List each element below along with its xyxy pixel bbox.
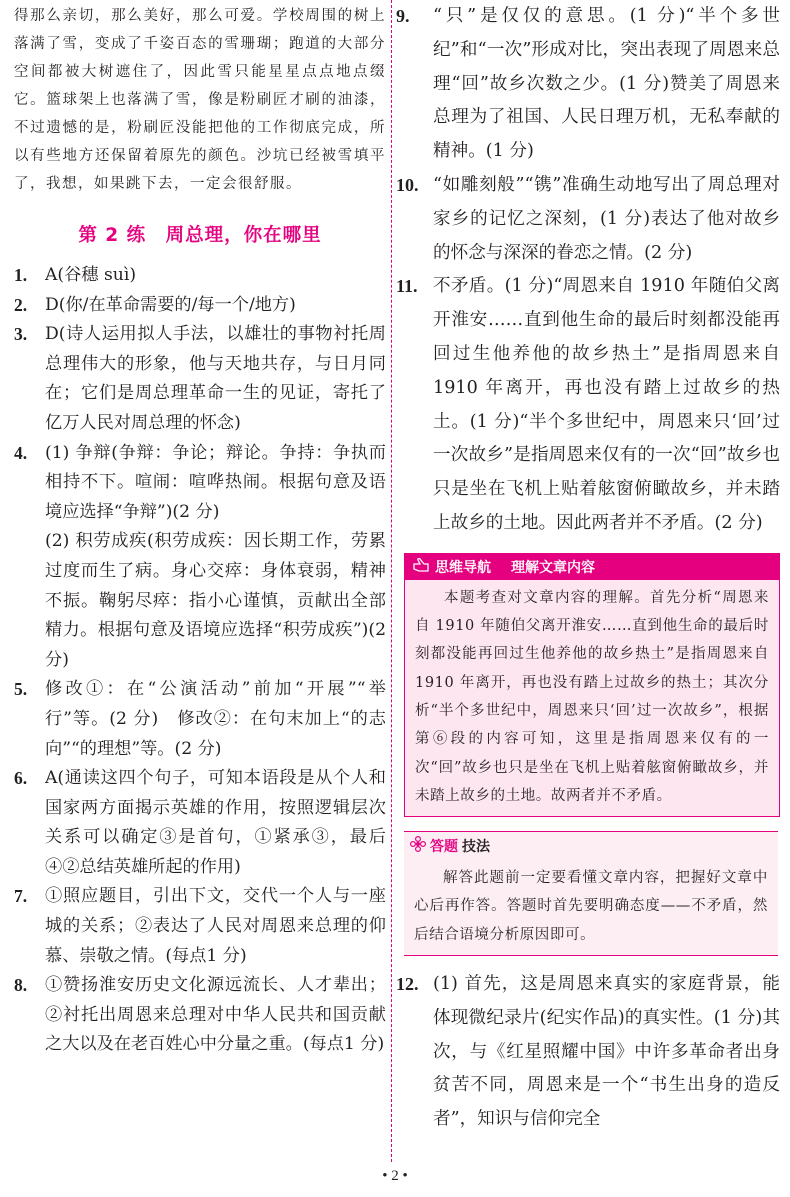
answer-tips-box <box>404 831 778 956</box>
item-number: 11. <box>396 276 418 297</box>
item-number: 3. <box>14 324 28 345</box>
answer-tips-title-accent: 答题 <box>430 839 458 856</box>
item-text: 不矛盾。(1 分)“周恩来自 1910 年随伯父离开淮安……直到他生命的最后时刻都没能再回过生他养他的故乡热土”是指周恩来自 1910 年离开，再也没有踏上过故乡的热土。(1 分)“半个多世纪中，周恩来只‘回’过一次故乡”是指周恩来仅有的一次“回”故乡也只是坐在飞机上贴着舷窗俯瞰故乡，并未踏上故乡的土地。因此两者并不矛盾。(2 分) <box>433 276 780 533</box>
answer-item-4 <box>14 439 386 676</box>
thinking-guide-header <box>405 554 779 580</box>
flower-icon <box>410 836 426 856</box>
answer-item-8 <box>14 971 386 1060</box>
answer-item-1 <box>14 261 386 291</box>
item-number: 6. <box>14 768 28 789</box>
item-number: 7. <box>14 886 28 907</box>
item-number: 9. <box>396 6 410 26</box>
item-text-part-2: (2) 积劳成疾(积劳成疾：因长期工作，劳累过度而生了病。身心交瘁：身体衰弱，精神不振。鞠躬尽瘁：指小心谨慎，贡献出全部精力。根据句意及语境应选择“积劳成疾”)(2 分) <box>45 531 386 670</box>
item-number: 10. <box>396 174 419 195</box>
item-text: D(你/在革命需要的/每一个/地方) <box>45 294 296 315</box>
item-text: ①照应题目，引出下文，交代一个人与一座城的关系；②表达了人民对周恩来总理的仰慕、崇敬之情。(每点1 分) <box>45 886 386 966</box>
left-answer-list <box>14 261 386 1060</box>
answer-tips-title: 技法 <box>462 839 490 856</box>
pointing-hand-icon <box>413 558 429 576</box>
answer-item-3 <box>14 320 386 438</box>
answer-item-7 <box>14 882 386 971</box>
section-title: 第 2 练 周总理，你在哪里 <box>78 225 322 246</box>
answer-item-9 <box>396 0 780 169</box>
item-text: 修改①：在“公演活动”前加“开展”“举行”等。(2 分) 修改②：在句末加上“的志向”“的理想”等。(2 分) <box>45 679 386 759</box>
passage-text: 得那么亲切，那么美好，那么可爱。学校周围的树上落满了雪，变成了千姿百态的雪珊瑚；跑道的大部分空间都被大树遮住了，因此雪只能星星点点地点缀它。篮球架上也落满了雪，像是粉刷匠才刷的油漆，不过遗憾的是，粉刷匠没能把他的工作彻底完成，所以有些地方还保留着原先的颜色。沙坑已经被雪填平了，我想，如果跳下去，一定会很舒服。 <box>14 8 386 192</box>
answer-item-6 <box>14 764 386 882</box>
thinking-guide-subtitle: 理解文章内容 <box>511 559 595 576</box>
answer-item-2 <box>14 291 386 321</box>
right-column <box>396 0 780 1137</box>
item-text: (1) 首先，这是周恩来真实的家庭背景，能体现微纪录片(纪实作品)的真实性。(1 分)其次，与《红星照耀中国》中许多革命者出身贫苦不同，周恩来是一个“书生出身的造反者”，知识与信仰完全 <box>433 974 780 1130</box>
page-number: • 2 • <box>382 1168 408 1184</box>
thinking-guide-body: 本题考查对文章内容的理解。首先分析“周恩来自 1910 年随伯父离开淮安……直到他生命的最后时刻都没能再回过生他养他的故乡热土”是指周恩来自 1910 年离开，再也没有踏上过故乡的热土；其次分析“半个多世纪中，周恩来只‘回’过一次故乡”，根据第⑥段的内容可知，这里是指周恩来仅有的一次“回”故乡也只是坐在飞机上贴着舷窗俯瞰故乡，并未踏上故乡的土地。故两者并不矛盾。 <box>415 589 769 804</box>
item-number: 2. <box>14 294 28 315</box>
answer-tips-body: 解答此题前一定要看懂文章内容，把握好文章中心后再作答。答题时首先要明确态度——不矛盾，然后结合语境分析原因即可。 <box>414 870 768 943</box>
item-text: D(诗人运用拟人手法，以雄壮的事物衬托周总理伟大的形象，他与天地共存，与日月同在；它们是周总理革命一生的见证，寄托了亿万人民对周总理的怀念) <box>45 324 386 433</box>
item-text-part-1: (1) 争辩(争辩：争论；辩论。争持：争执而相持不下。喧闹：喧哗热闹。根据句意及语境应选择“争辩”)(2 分) <box>45 442 386 522</box>
item-number: 12. <box>396 974 419 995</box>
thinking-guide-title: 思维导航 <box>435 559 491 576</box>
left-column <box>14 0 386 1060</box>
item-text: A(通读这四个句子，可知本语段是从个人和国家两方面揭示英雄的作用，按照逻辑层次关系可以确定③是首句，①紧承③，最后④②总结英雄所起的作用) <box>45 768 386 877</box>
item-number: 1. <box>14 265 28 285</box>
answer-item-12 <box>396 968 780 1137</box>
item-text: A(谷穗 suì) <box>45 265 137 285</box>
item-text: ①赞扬淮安历史文化源远流长、人才辈出；②衬托出周恩来总理对中华人民共和国贡献之大以及在老百姓心中分量之重。(每点1 分) <box>45 975 386 1055</box>
answer-item-10 <box>396 169 780 270</box>
item-number: 8. <box>14 975 28 996</box>
thinking-guide-box <box>404 553 780 817</box>
answer-tips-header <box>404 832 778 860</box>
item-number: 4. <box>14 442 28 463</box>
item-text: “如雕刻般”“镌”准确生动地写出了周总理对家乡的记忆之深刻，(1 分)表达了他对故乡的怀念与深深的眷恋之情。(2 分) <box>433 174 780 263</box>
item-text: “只”是仅仅的意思。(1 分)“半个多世纪”和“一次”形成对比，突出表现了周恩来总理“回”故乡次数之少。(1 分)赞美了周恩来总理为了祖国、人民日理万机，无私奉献的精神。(1 分) <box>433 6 780 162</box>
answer-item-5 <box>14 675 386 764</box>
answer-item-11 <box>396 270 780 540</box>
item-number: 5. <box>14 679 28 700</box>
column-divider <box>391 0 392 1162</box>
